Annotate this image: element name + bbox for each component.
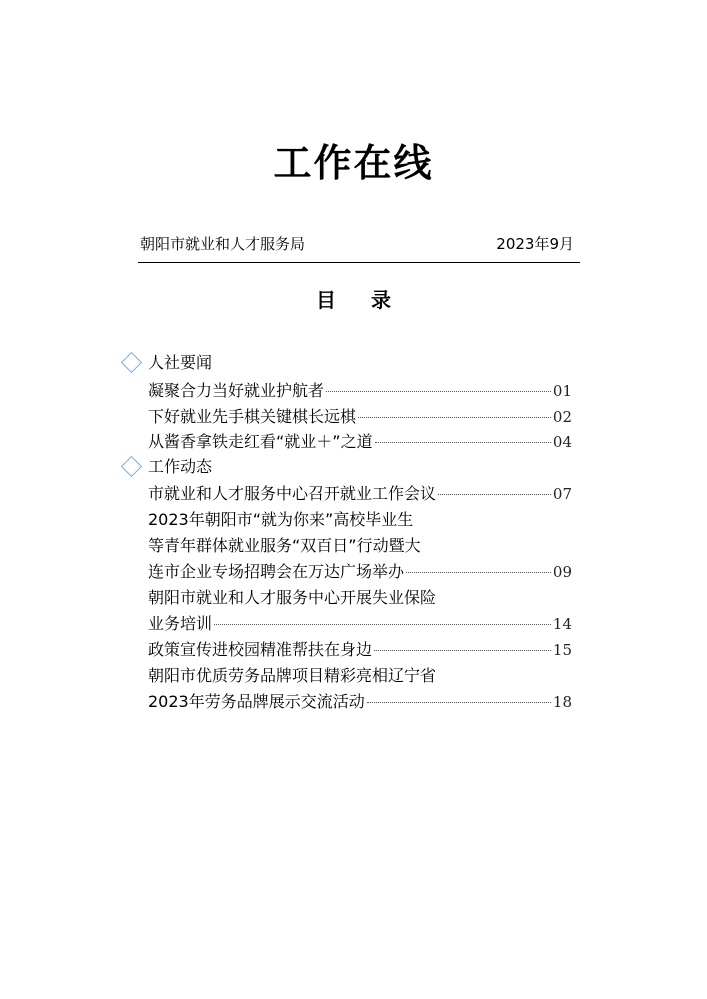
toc-entry-line — [148, 533, 572, 559]
toc-page-number: 07 — [552, 485, 572, 503]
toc-entry-line — [148, 689, 572, 715]
toc-entry-title: 2023年劳务品牌展示交流活动 — [148, 692, 365, 711]
toc-entry-title: 2023年朝阳市“就为你来”高校毕业生 — [148, 510, 414, 529]
issue-date: 2023年9月 — [496, 235, 574, 253]
toc-entry-title: 市就业和人才服务中心召开就业工作会议 — [148, 484, 437, 503]
dot-leader — [367, 702, 551, 703]
toc-entry-title: 政策宣传进校园精准帮扶在身边 — [148, 640, 373, 659]
toc-page-number: 14 — [552, 615, 572, 633]
toc-page-number: 18 — [552, 693, 572, 711]
toc-entry[interactable] — [148, 637, 572, 663]
publisher-name: 朝阳市就业和人才服务局 — [140, 235, 306, 253]
dot-leader — [438, 494, 551, 495]
toc-entry-line — [148, 378, 572, 404]
toc-page-number: 04 — [552, 433, 572, 451]
dot-leader — [375, 442, 551, 443]
toc-entry-title: 下好就业先手棋关键棋长远棋 — [148, 407, 357, 426]
toc-entry-title: 凝聚合力当好就业护航者 — [148, 381, 325, 400]
toc-entry-title: 等青年群体就业服务“双百日”行动暨大 — [148, 536, 421, 555]
dot-leader — [214, 624, 551, 625]
toc-entry-line — [148, 663, 572, 689]
toc-entry[interactable] — [148, 404, 572, 430]
toc-heading: 目 录 — [316, 288, 405, 312]
diamond-bullet-icon — [121, 352, 142, 373]
dot-leader — [406, 572, 551, 573]
toc-entry-line — [148, 585, 572, 611]
toc-entry-line — [148, 637, 572, 663]
dot-leader — [374, 650, 551, 651]
toc-entry[interactable] — [148, 378, 572, 404]
toc-entry-line — [148, 611, 572, 637]
toc-page-number: 02 — [552, 408, 572, 426]
toc-entry[interactable] — [148, 429, 572, 455]
toc-entry[interactable] — [148, 585, 572, 637]
dot-leader — [358, 417, 551, 418]
toc-entry-title: 朝阳市优质劳务品牌项目精彩亮相辽宁省 — [148, 666, 437, 685]
toc-entry-title: 朝阳市就业和人才服务中心开展失业保险 — [148, 588, 437, 607]
toc-entry[interactable] — [148, 663, 572, 715]
diamond-bullet-icon — [121, 456, 142, 477]
toc-entry-line — [148, 507, 572, 533]
toc-entry-title: 连市企业专场招聘会在万达广场举办 — [148, 562, 405, 581]
toc-section-label: 人社要闻 — [148, 353, 213, 372]
toc-entry-line — [148, 404, 572, 430]
toc-entry-title: 从酱香拿铁走红看“就业＋”之道 — [148, 432, 373, 451]
toc-entry-title: 业务培训 — [148, 614, 213, 633]
toc-entry-line — [148, 429, 572, 455]
toc-entry[interactable] — [148, 481, 572, 507]
toc-entry-line — [148, 559, 572, 585]
toc-entry-line — [148, 481, 572, 507]
document-title: 工作在线 — [273, 141, 434, 185]
dot-leader — [326, 391, 551, 392]
toc-page-number: 09 — [552, 563, 572, 581]
toc-page-number: 15 — [552, 641, 572, 659]
toc-page-number: 01 — [552, 382, 572, 400]
toc-entry[interactable] — [148, 507, 572, 585]
toc-section-label: 工作动态 — [148, 457, 213, 476]
